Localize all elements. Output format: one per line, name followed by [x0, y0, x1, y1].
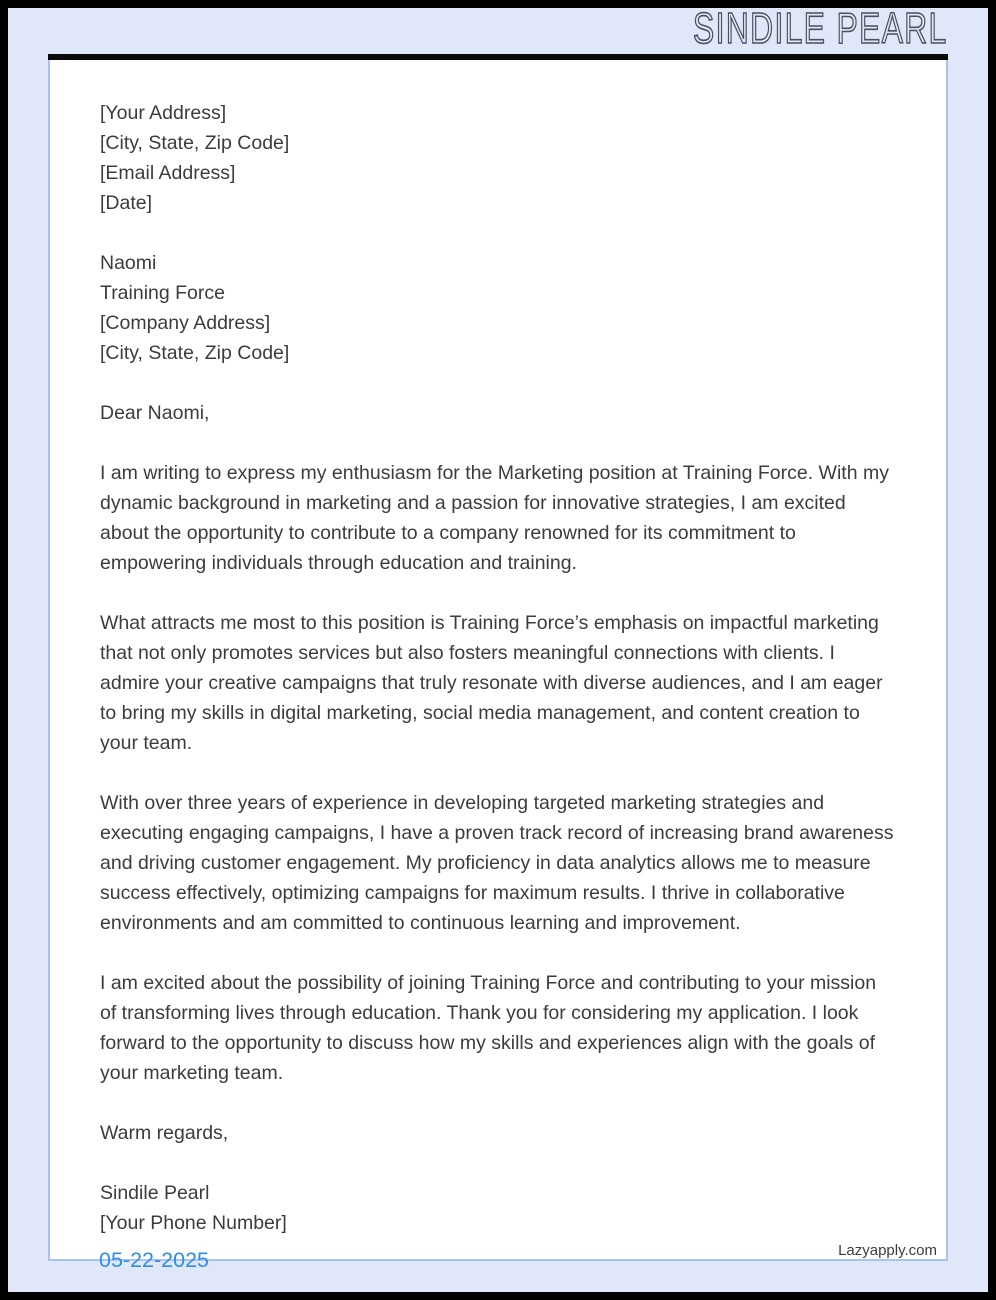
salutation — [100, 398, 896, 428]
header-name: SINDILE PEARL — [693, 4, 948, 53]
sender-address-line: [Your Address] — [100, 102, 227, 124]
letter-panel — [48, 60, 948, 1261]
signature-block — [100, 1178, 896, 1238]
body-paragraph-3: With over three years of experience in developing targeted marketing strategies and executing engaging campaigns, I have a proven track record of increasing brand awareness and driving customer engagement. My proficiency in data analytics allows me to measure success effectively, optimizing campaigns for maximum results. I thrive in collaborative environments and am committed to continuous learning and improvement. — [100, 792, 894, 934]
body-paragraph-2: What attracts me most to this position is Training Force’s emphasis on impactful marketing that not only promotes services but also fosters meaningful connections with clients. I admire your creative campaigns that truly resonate with diverse audiences, and I am eager to bring my skills in digital marketing, social media management, and content creation to your team. — [100, 612, 883, 754]
sender-city-line: [City, State, Zip Code] — [100, 132, 290, 154]
watermark-text: Lazyapply.com — [838, 1242, 937, 1259]
recipient-company-address-line: [Company Address] — [100, 312, 271, 334]
sender-email-line: [Email Address] — [100, 162, 236, 184]
signature-phone-line: [Your Phone Number] — [100, 1212, 287, 1234]
sender-date-line: [Date] — [100, 192, 153, 214]
closing-line: Warm regards, — [100, 1122, 229, 1144]
salutation-line: Dear Naomi, — [100, 402, 210, 424]
recipient-company-line: Training Force — [100, 282, 225, 304]
body-paragraph-1: I am writing to express my enthusiasm for the Marketing position at Training Force. With my dynamic background in marketing and a passion for innovative strategies, I am excited about the opportunity to contribute to a company renowned for its commitment to empowering individuals through education and training. — [100, 462, 889, 574]
recipient-address-block — [100, 248, 896, 368]
sender-address-block — [100, 98, 896, 218]
recipient-city-line: [City, State, Zip Code] — [100, 342, 290, 364]
letter-content — [50, 60, 946, 1238]
date-stamp: 05-22-2025 — [99, 1248, 209, 1272]
recipient-name-line: Naomi — [100, 252, 157, 274]
closing — [100, 1118, 896, 1148]
body-paragraph-4: I am excited about the possibility of joining Training Force and contributing to your mission of transforming lives through education. Thank you for considering my application. I look forward to the opportunity to discuss how my skills and experiences align with the goals of your marketing team. — [100, 972, 877, 1084]
signature-name-line: Sindile Pearl — [100, 1182, 210, 1204]
